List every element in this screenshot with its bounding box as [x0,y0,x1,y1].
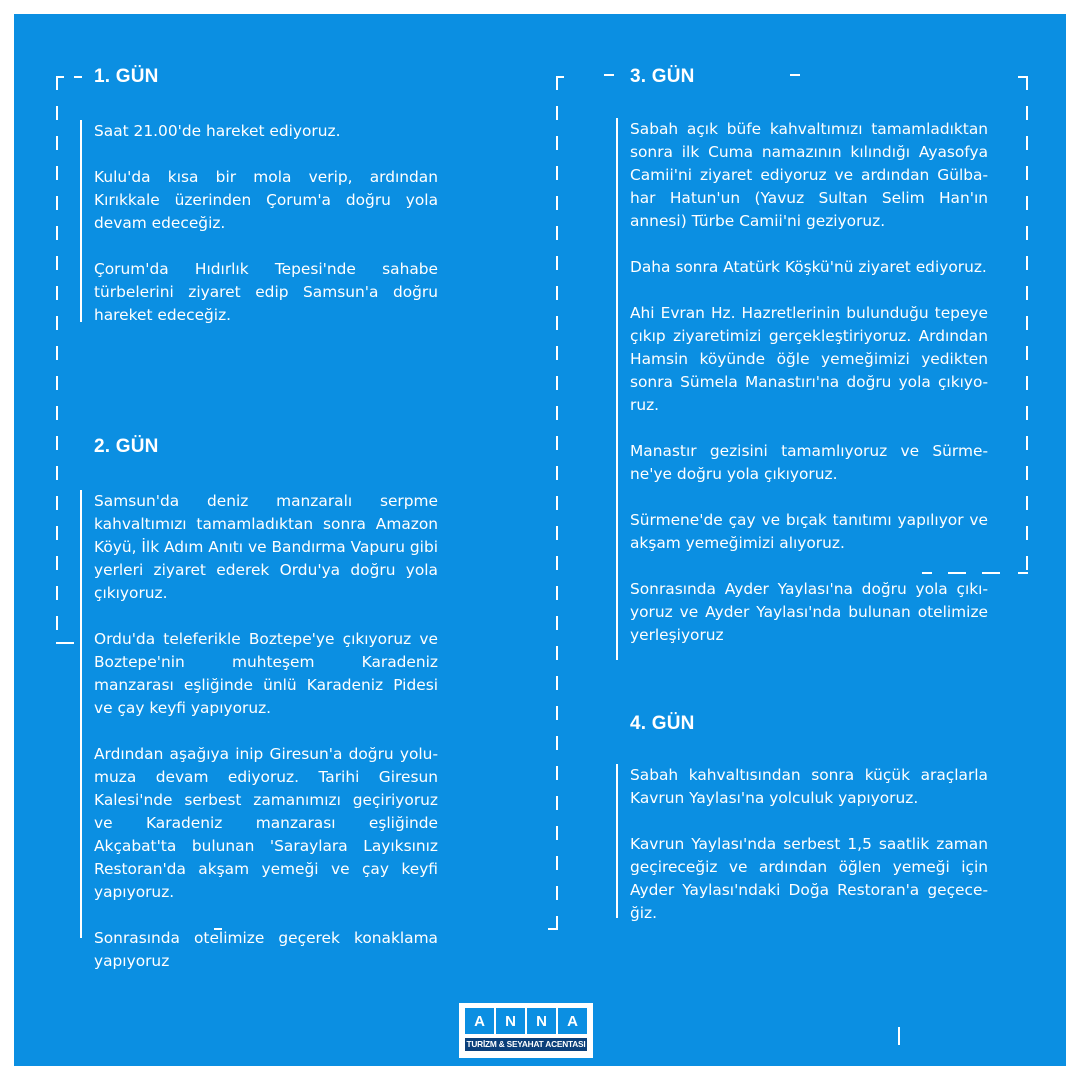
day-3-paragraph: Sürmene'de çay ve bıçak tanıtımı yapılıyor ve akşam yemeğimizi alıyoruz. [630,511,988,552]
anna-logo [459,1003,593,1058]
day-4-paragraph: Sabah kahvaltısından sonra küçük araçlarla Kavrun Yaylası'na yolculuk yapıyoruz. [630,766,988,807]
decorative-tick [898,1027,900,1045]
day-3-paragraph: Daha sonra Atatürk Köşkü'nü ziyaret ediyoruz. [630,258,987,276]
frame-bottom-right-corner [1018,572,1028,574]
day-3-content [616,118,988,660]
logo-tagline: TURİZM & SEYAHAT ACENTASI [466,1039,586,1049]
day-1-paragraph: Kulu'da kısa bir mola verip, ardından Kırıkkale üzerinden Çorum'a doğru yola devam edeceğiz. [94,168,438,232]
day-3-paragraph: Sonrasında Ayder Yaylası'na doğru yola çıkıyoruz ve Ayder Yaylası'nda bulunan otelimize yerleşiyoruz [630,580,988,644]
day-3-paragraph: Manastır gezisini tamamlıyoruz ve Sürmene'ye doğru yola çıkıyoruz. [630,442,988,483]
frame-left-edge [56,76,58,644]
logo-letter: A [465,1008,494,1034]
frame-bottom-left-dash [56,642,74,644]
day-4-paragraph: Kavrun Yaylası'nda serbest 1,5 saatlik zaman geçireceğiz ve ardından öğlen yemeği için Ayder Yaylası'ndaki Doğa Restoran'a geçeceğiz. [630,835,988,922]
day-4-title: 4. GÜN [630,713,695,734]
day-2-paragraph: Ardından aşağıya inip Giresun'a doğru yolumuza devam ediyoruz. Tarihi Giresun Kalesi'nde serbest zamanımızı geçiriyoruz ve Karadeniz manzarası eşliğinde Akçabat'ta bulunan 'Saraylara Layıksınız Restoran'da akşam yemeği ve çay keyfi yapıyoruz. [94,745,438,901]
frame-top-right-dash-2 [790,74,800,76]
day-1-paragraph: Çorum'da Hıdırlık Tepesi'nde sahabe türbelerini ziyaret edip Samsun'a doğru hareket edeceğiz. [94,260,438,324]
day-2-paragraph: Ordu'da teleferikle Boztepe'ye çıkıyoruz ve Boztepe'nin muhteşem Karadeniz manzarası eşliğinde ünlü Karadeniz Pidesi ve çay keyfi yapıyoruz. [94,630,438,717]
logo-letter: N [527,1008,556,1034]
frame-bottom-mid-corner [548,928,558,930]
day-4-content [616,764,988,922]
brochure-panel [14,14,1066,1066]
logo-letter: A [558,1008,587,1034]
day-2-paragraph: Sonrasında otelimize geçerek konaklama yapıyoruz [94,929,438,970]
frame-middle-edge [556,76,558,930]
logo-letter: N [496,1008,525,1034]
day-2-content [80,490,438,970]
day-2-paragraph: Samsun'da deniz manzaralı serpme kahvaltımızı tamamladıktan sonra Amazon Köyü, İlk Adım Anıtı ve Bandırma Vapuru gibi yerleri ziyaret ederek Ordu'ya doğru yola çıkıyoruz. [94,492,438,602]
day-1-paragraph: Saat 21.00'de hareket ediyoruz. [94,122,341,140]
day-1-content [80,120,438,322]
frame-right-edge [1026,76,1028,574]
logo-letters [465,1008,587,1034]
day-3-paragraph: Ahi Evran Hz. Hazretlerinin bulunduğu tepeye çıkıp ziyaretimizi gerçekleştiriyoruz. Ardından Hamsin köyünde öğle yemeğimizi yedikten sonra Sümela Manastırı'na doğru yola çıkıyoruz. [630,304,988,414]
frame-top-right-dash-1 [604,74,614,76]
frame-top-left-dash [74,76,82,78]
day-2-title: 2. GÜN [94,436,159,457]
day-3-paragraph: Sabah açık büfe kahvaltımızı tamamladıktan sonra ilk Cuma namazının kılındığı Ayasofya Camii'ni ziyaret ediyoruz ve ardından Gülbahar Hatun'un (Yavuz Sultan Selim Han'ın annesi) Türbe Camii'ni geziyoruz. [630,120,988,230]
day-1-title: 1. GÜN [94,66,159,87]
day-3-title: 3. GÜN [630,66,695,87]
